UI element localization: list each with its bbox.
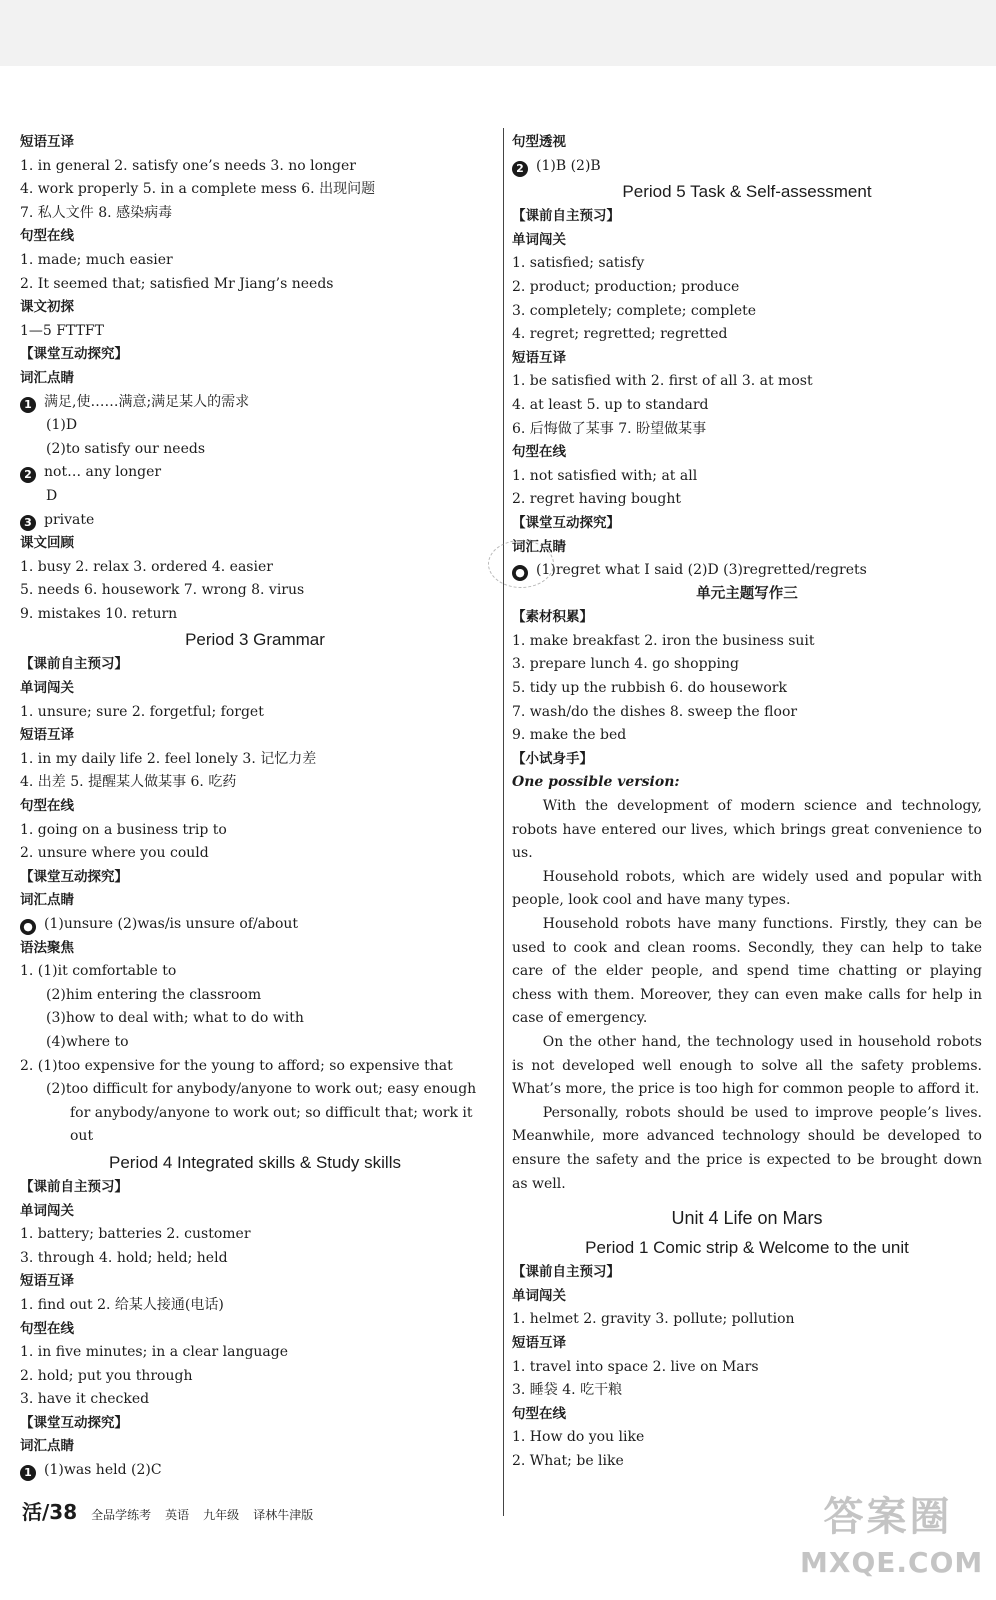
number-badge-icon: 1 — [20, 1465, 36, 1481]
period-title: Period 3 Grammar — [185, 630, 325, 650]
answer-line: 1. in my daily life 2. feel lonely 3. 记忆力差 — [20, 750, 317, 767]
section-heading: 词汇点睛 — [20, 1438, 74, 1455]
essay-paragraph: Personally, robots should be used to improve people’s lives. Meanwhile, more advanced technology should be developed to ensure the safety and the price is expected to be brought down as well. — [512, 1104, 982, 1192]
subject-name: 英语 — [165, 1508, 190, 1522]
answer-line: 3. 睡袋 4. 吃干粮 — [512, 1382, 623, 1399]
bracket-heading: 【课前自主预习】 — [512, 208, 620, 225]
answer-line: 1. in general 2. satisfy one’s needs 3. no longer — [20, 157, 356, 174]
answer-line: 1. battery; batteries 2. customer — [20, 1226, 251, 1243]
answer-line: 1. (1)it comfortable to — [20, 963, 177, 980]
essay — [512, 795, 982, 1196]
section-heading: 短语互译 — [512, 349, 566, 366]
watermark-url: MXQE.COM — [800, 1546, 984, 1579]
number-badge-icon: ● — [512, 565, 528, 581]
section-heading: 短语互译 — [20, 1273, 74, 1290]
answer-line: (1)D — [46, 417, 78, 434]
answer-line: 9. make the bed — [512, 727, 627, 744]
answer-line: 2. (1)too expensive for the young to afford; so expensive that — [20, 1057, 453, 1074]
answer-line: 1. unsure; sure 2. forgetful; forget — [20, 703, 264, 720]
item-text: private — [44, 511, 95, 528]
answer-line: 1. in five minutes; in a clear language — [20, 1344, 289, 1361]
section-heading: 词汇点睛 — [20, 892, 74, 909]
answer-line: (4)where to — [46, 1033, 129, 1050]
item-text: 满足,使……满意;满足某人的需求 — [44, 393, 250, 410]
item-text: not… any longer — [44, 464, 162, 481]
answer-line: 7. 私人文件 8. 感染病毒 — [20, 204, 173, 221]
answer-line: 6. 后悔做了某事 7. 盼望做某事 — [512, 420, 707, 437]
bracket-heading: 【课前自主预习】 — [20, 1178, 128, 1195]
answer-line: 1. be satisfied with 2. first of all 3. at most — [512, 373, 813, 390]
section-heading: 句型在线 — [512, 1405, 566, 1422]
answer-line: (2)too difficult for anybody/anyone to work out; easy enough — [46, 1081, 477, 1098]
circular-stamp-mark — [488, 540, 554, 588]
section-heading: 短语互译 — [20, 727, 74, 744]
section-heading: 语法聚焦 — [20, 939, 74, 956]
number-badge-icon: 2 — [20, 467, 36, 483]
version-label: One possible version: — [512, 774, 680, 791]
bracket-heading: 【小试身手】 — [512, 750, 593, 767]
period-title: Period 4 Integrated skills & Study skills — [109, 1152, 401, 1172]
number-badge-icon: 1 — [20, 397, 36, 413]
answer-line: 2. It seemed that; satisfied Mr Jiang’s needs — [20, 275, 334, 292]
section-heading: 短语互译 — [512, 1334, 566, 1351]
answer-line: 5. tidy up the rubbish 6. do housework — [512, 680, 787, 697]
unit-title: Unit 4 Life on Mars — [671, 1208, 823, 1229]
answer-line: 5. needs 6. housework 7. wrong 8. virus — [20, 582, 305, 599]
number-badge-icon: 2 — [512, 161, 528, 177]
section-heading: 课文回顾 — [20, 535, 74, 552]
answer-line: 3. through 4. hold; held; held — [20, 1249, 228, 1266]
section-heading: 词汇点睛 — [20, 369, 74, 386]
answer-line: 3. prepare lunch 4. go shopping — [512, 656, 739, 673]
numbered-item — [512, 559, 982, 583]
item-text: (1)was held (2)C — [44, 1462, 162, 1479]
answer-line: 1. satisfied; satisfy — [512, 255, 645, 272]
bracket-heading: 【课堂互动探究】 — [512, 514, 620, 531]
answer-line: 2. product; production; produce — [512, 278, 740, 295]
answer-line: 2. regret having bought — [512, 491, 681, 508]
answer-line: 2. hold; put you through — [20, 1367, 193, 1384]
answer-line: 1. made; much easier — [20, 251, 173, 268]
essay-paragraph: Household robots have many functions. Firstly, they can be used to cook and clean rooms. Secondly, they can help to take care of the elder people, and spend time chatting or playing chess with them. Moreover, they can even make calls for help in case of emergency. — [512, 916, 982, 1027]
answer-line: 3. have it checked — [20, 1391, 150, 1408]
site-watermark — [800, 1488, 984, 1588]
essay-paragraph: On the other hand, the technology used in household robots is not developed well enough to solve all the safety problems. What’s more, the price is too high for common people to afford it. — [512, 1033, 982, 1098]
numbered-item — [20, 1459, 490, 1483]
edition-name: 译林牛津版 — [253, 1508, 314, 1522]
item-text: (1)unsure (2)was/is unsure of/about — [44, 916, 299, 932]
number-badge-icon: ● — [20, 919, 36, 935]
answer-line: 9. mistakes 10. return — [20, 605, 178, 622]
answer-line: 1. How do you like — [512, 1429, 645, 1446]
section-heading: 单词闯关 — [512, 1287, 566, 1304]
answer-line: 1. travel into space 2. live on Mars — [512, 1358, 759, 1375]
section-heading: 课文初探 — [20, 299, 74, 316]
section-heading: 单词闯关 — [20, 1202, 74, 1219]
answer-line: 1. busy 2. relax 3. ordered 4. easier — [20, 558, 273, 575]
bracket-heading: 【素材积累】 — [512, 609, 593, 626]
bracket-heading: 【课前自主预习】 — [512, 1264, 620, 1281]
answer-line: out — [70, 1128, 94, 1145]
bracket-heading: 【课堂互动探究】 — [20, 868, 128, 885]
period-title: Period 5 Task & Self-assessment — [622, 182, 872, 202]
answer-line: 7. wash/do the dishes 8. sweep the floor — [512, 703, 798, 720]
bracket-heading: 【课前自主预习】 — [20, 656, 128, 673]
section-heading: 句型在线 — [512, 444, 566, 461]
section-heading: 句型在线 — [20, 228, 74, 245]
section-heading: 词汇点睛 — [512, 538, 566, 555]
period-title: Period 1 Comic strip & Welcome to the unit — [585, 1238, 909, 1258]
section-heading: 句型透视 — [512, 134, 566, 150]
right-column — [512, 131, 982, 1473]
numbered-item — [20, 391, 490, 415]
writing-title: 单元主题写作三 — [696, 585, 798, 602]
answer-line: (2)him entering the classroom — [46, 986, 262, 1003]
section-heading: 短语互译 — [20, 134, 74, 150]
answer-line: 4. 出差 5. 提醒某人做某事 6. 吃药 — [20, 774, 237, 791]
section-heading: 句型在线 — [20, 1320, 74, 1337]
answer-line: 1. helmet 2. gravity 3. pollute; pollution — [512, 1311, 795, 1328]
section-heading: 单词闯关 — [512, 231, 566, 248]
numbered-item — [20, 509, 490, 533]
page-number: 活/38 — [22, 1500, 78, 1524]
grade-name: 九年级 — [203, 1508, 240, 1522]
top-margin-band — [0, 0, 996, 66]
answer-line: 4. at least 5. up to standard — [512, 396, 709, 413]
column-divider — [503, 128, 504, 1516]
section-heading: 单词闯关 — [20, 680, 74, 697]
item-text: (1)B (2)B — [536, 157, 601, 174]
watermark-logo-text: 答案圈 — [823, 1494, 953, 1540]
answer-line: (2)to satisfy our needs — [46, 440, 206, 457]
numbered-item — [20, 461, 490, 485]
answer-line: 4. work properly 5. in a complete mess 6. 出现问题 — [20, 181, 376, 198]
numbered-item — [512, 155, 982, 179]
answer-line: 2. unsure where you could — [20, 845, 209, 862]
number-badge-icon: 3 — [20, 515, 36, 531]
answer-line: 1. not satisfied with; at all — [512, 467, 698, 484]
essay-paragraph: Household robots, which are widely used and popular with people, look cool and have many types. — [512, 868, 982, 909]
answer-line: 1. going on a business trip to — [20, 821, 227, 838]
section-heading: 句型在线 — [20, 798, 74, 815]
answer-line: 4. regret; regretted; regretted — [512, 326, 728, 343]
answer-line: 1. find out 2. 给某人接通(电话) — [20, 1296, 224, 1313]
answer-line: D — [46, 487, 58, 504]
essay-paragraph: With the development of modern science and technology, robots have entered our lives, which brings great convenience to us. — [512, 798, 982, 862]
answer-line: (3)how to deal with; what to do with — [46, 1010, 304, 1027]
answer-line: 3. completely; complete; complete — [512, 302, 757, 319]
page-footer — [22, 1496, 313, 1526]
item-text: (1)regret what I said (2)D (3)regretted/regrets — [536, 562, 867, 579]
answer-line: for anybody/anyone to work out; so difficult that; work it — [70, 1104, 473, 1121]
bracket-heading: 【课堂互动探究】 — [20, 1414, 128, 1431]
answer-line: 1. make breakfast 2. iron the business suit — [512, 632, 815, 649]
answer-line: 2. What; be like — [512, 1452, 624, 1469]
answer-line: 1—5 FTTFT — [20, 322, 104, 339]
numbered-item — [20, 913, 490, 937]
bracket-heading: 【课堂互动探究】 — [20, 346, 128, 363]
series-name: 全品学练考 — [91, 1508, 152, 1522]
left-column — [20, 131, 490, 1483]
